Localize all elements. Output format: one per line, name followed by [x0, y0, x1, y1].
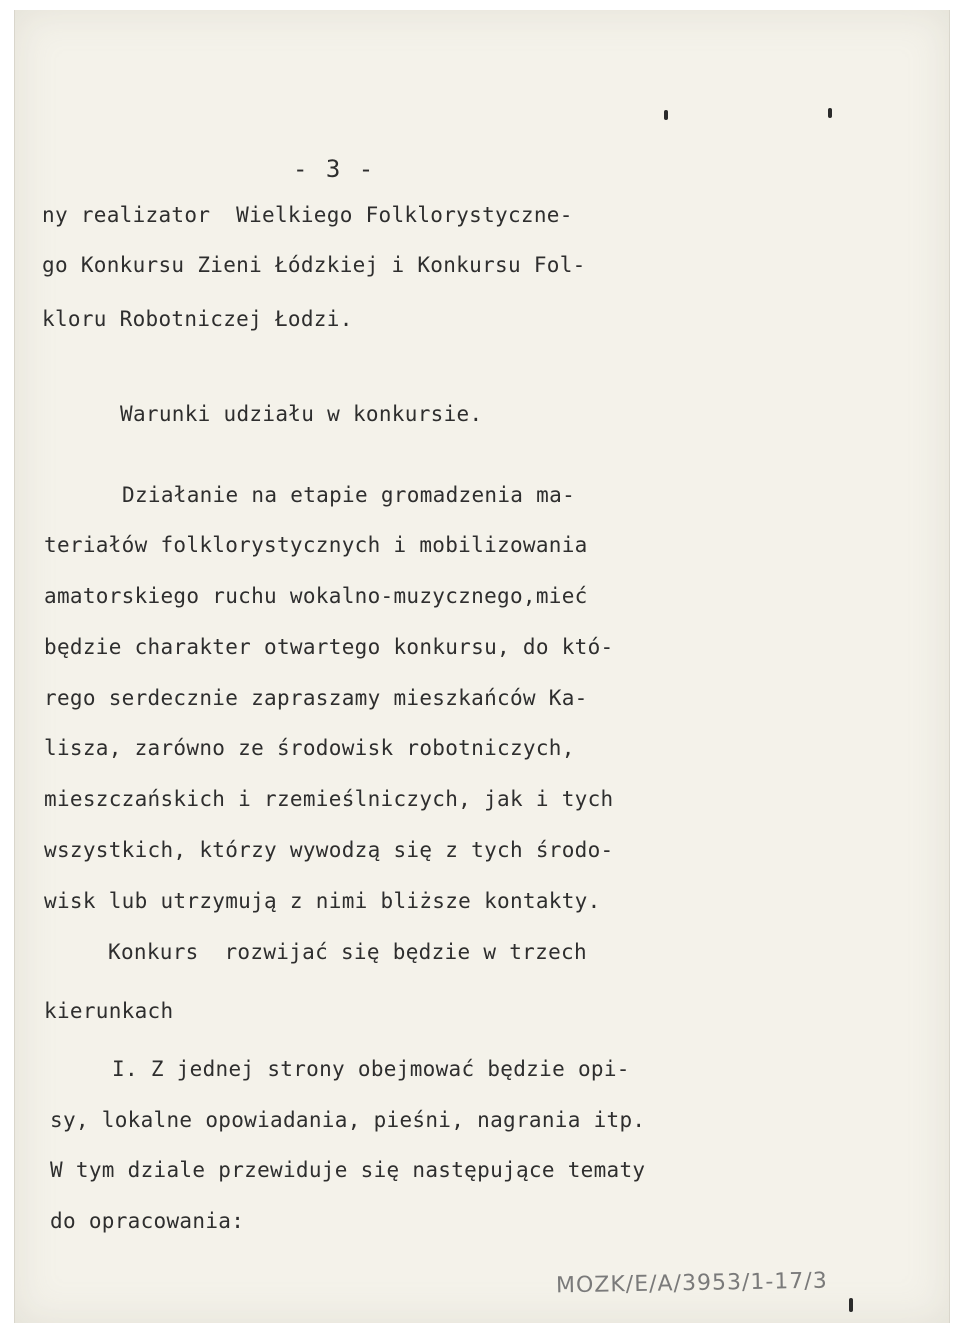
- text-line: Działanie na etapie gromadzenia ma-: [122, 483, 576, 507]
- ink-mark: [828, 108, 832, 118]
- text-line: kierunkach: [44, 999, 174, 1023]
- text-line: do opracowania:: [50, 1209, 245, 1233]
- text-line: lisza, zarówno ze środowisk robotniczych,: [44, 736, 575, 760]
- text-line: wszystkich, którzy wywodzą się z tych środo-: [44, 838, 614, 862]
- text-line: będzie charakter otwartego konkursu, do któ-: [44, 635, 614, 659]
- text-line: ny realizator Wielkiego Folklorystyczne-: [42, 203, 573, 227]
- text-line: amatorskiego ruchu wokalno-muzycznego,mieć: [44, 584, 588, 608]
- archive-reference: MOZK/E/A/3953/1-17/3: [555, 1268, 828, 1299]
- text-line: wisk lub utrzymują z nimi bliższe kontakty.: [44, 889, 601, 913]
- text-line: go Konkursu Zieni Łódzkiej i Konkursu Fol-: [42, 253, 586, 277]
- text-line: rego serdecznie zapraszamy mieszkańców Ka-: [44, 686, 588, 710]
- text-line: sy, lokalne opowiadania, pieśni, nagrania itp.: [50, 1108, 646, 1132]
- page-number: - 3 -: [293, 155, 376, 183]
- ink-mark: [849, 1298, 853, 1312]
- text-line: Konkurs rozwijać się będzie w trzech: [108, 940, 587, 964]
- section-heading: Warunki udziału w konkursie.: [120, 402, 483, 426]
- text-line: I. Z jednej strony obejmować będzie opi-: [112, 1057, 630, 1081]
- text-line: mieszczańskich i rzemieślniczych, jak i tych: [44, 787, 614, 811]
- text-line: teriałów folklorystycznych i mobilizowania: [44, 533, 588, 557]
- text-line: W tym dziale przewiduje się następujące tematy: [50, 1158, 646, 1182]
- ink-mark: [664, 110, 668, 120]
- text-line: kloru Robotniczej Łodzi.: [42, 307, 353, 331]
